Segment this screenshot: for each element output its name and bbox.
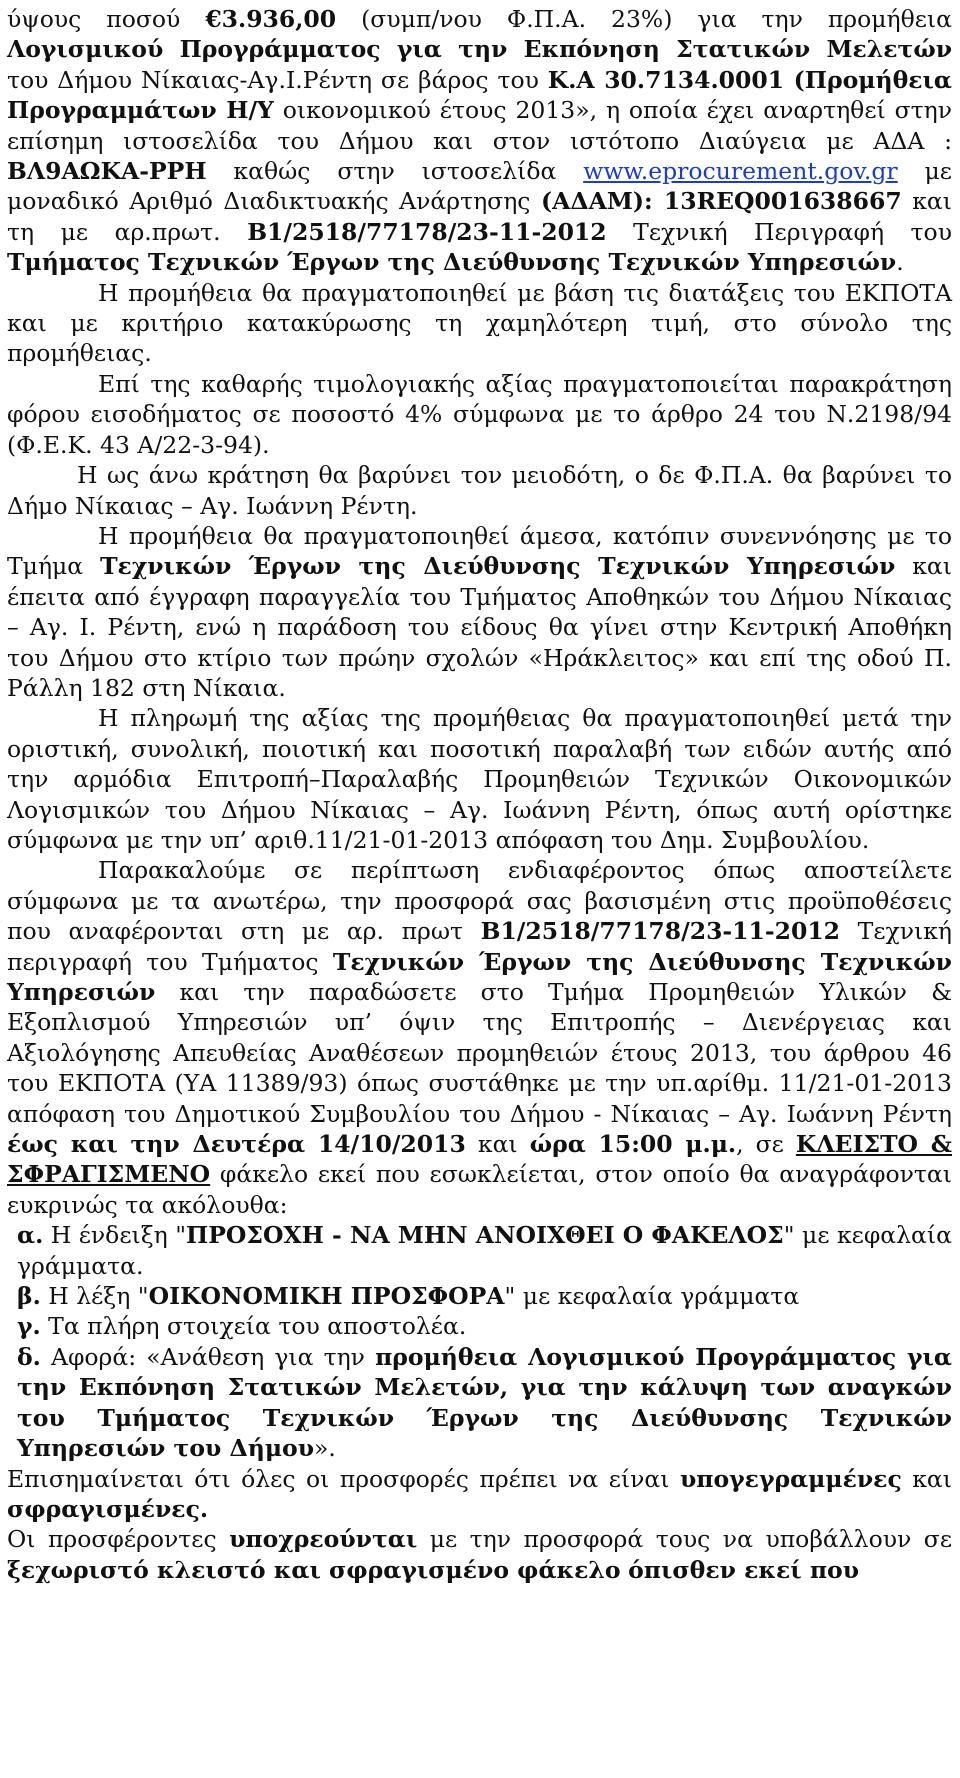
text-run: του Δήμου Νίκαιας-Αγ.Ι.Ρέντη σε βάρος του xyxy=(7,65,548,94)
bold-text: Τμήματος Τεχνικών Έργων της Διεύθυνσης Τεχνικών Υπηρεσιών xyxy=(7,248,897,277)
text-run: οικονομικού έτους 2013», η οποία έχει αναρτηθεί στην επίσημη ιστοσελίδα του Δήμου και στον ιστότοπο Διαύγεια με ΑΔΑ : xyxy=(7,96,952,155)
bold-text: Λογισμικού Προγράμματος για την Εκπόνηση Στατικών Μελετών xyxy=(7,35,952,64)
text-run: ». xyxy=(314,1434,336,1463)
bold-text: Τεχνικών Έργων της Διεύθυνσης Τεχνικών Υπηρεσιών xyxy=(7,947,952,1006)
bold-text: υπογεγραμμένες xyxy=(679,1464,902,1493)
text-run: Τα πλήρη στοιχεία του αποστολέα. xyxy=(40,1312,467,1341)
text-run: και xyxy=(901,1464,952,1493)
bold-text: Β1/2518/77178/23-11-2012 xyxy=(247,217,607,246)
text-run: ύψους ποσού xyxy=(7,5,206,33)
bold-text: β. xyxy=(17,1282,41,1311)
bold-text: ΟΙΚΟΝΟΜΙΚΗ ΠΡΟΣΦΟΡΑ xyxy=(148,1282,505,1311)
text-run: Η προμήθεια θα πραγματοποιηθεί άμεσα, κατόπιν συνεννόησης με το Τμήμα xyxy=(7,521,952,581)
bold-text: €3.936,00 xyxy=(205,5,337,33)
paragraph xyxy=(7,1220,952,1281)
text-run: . xyxy=(896,248,904,277)
paragraph xyxy=(7,1524,952,1585)
text-run: Η προμήθεια θα πραγματοποιηθεί με βάση τις διατάξεις του ΕΚΠΟΤΑ και με κριτήριο κατακύρωσης τη χαμηλότερη τιμή, στο σύνολο της προμήθειας. xyxy=(7,278,952,368)
text-run: με την προσφορά τους να υποβάλλουν σε xyxy=(417,1525,952,1554)
bold-underlined-text: ΚΛΕΙΣΤΟ & ΣΦΡΑΓΙΣΜΕΝΟ xyxy=(7,1130,952,1189)
text-run: " με κεφαλαία γράμματα. xyxy=(17,1221,953,1280)
text-run: με μοναδικό Αριθμό Διαδικτυακής Ανάρτησης xyxy=(7,157,952,216)
text-run: και τη με αρ.πρωτ. xyxy=(7,187,952,246)
paragraph xyxy=(7,369,952,460)
bold-text: σφραγισμένες. xyxy=(7,1494,209,1523)
text-run: Η ως άνω κράτηση θα βαρύνει τον μειοδότη, ο δε Φ.Π.Α. θα βαρύνει το Δήμο Νίκαιας – Αγ. Ιωάννη Ρέντη. xyxy=(7,461,952,520)
bold-text: ΠΡΟΣΟΧΗ - ΝΑ ΜΗΝ ΑΝΟΙΧΘΕΙ Ο ΦΑΚΕΛΟΣ xyxy=(186,1221,784,1250)
bold-text: (ΑΔΑΜ): 13REQ001638667 xyxy=(541,187,902,216)
bold-text: ξεχωριστό κλειστό και σφραγισμένο φάκελο xyxy=(7,1555,621,1584)
paragraph xyxy=(7,521,952,703)
text-run: Η λέξη " xyxy=(40,1282,149,1311)
bold-text: έως και την Δευτέρα 14/10/2013 xyxy=(7,1130,466,1159)
text-run: και την παραδώσετε στο Τμήμα Προμηθειών Υλικών & Εξοπλισμού Υπηρεσιών υπ’ όψιν της Επιτροπής – Διενέργειας και Αξιολόγησης Απευθείας Αναθέσεων προμηθειών έτους 2013, του άρθρου 46 του ΕΚΠΟΤΑ (ΥΑ 11389/93) όπως συστάθηκε με την υπ.αρίθμ. 11/21-01-2013 απόφαση του Δημοτικού Συμβουλίου του Δήμου - Νίκαιας – Αγ. Ιωάννη Ρέντη xyxy=(7,978,952,1128)
paragraph xyxy=(7,1311,952,1341)
bold-text: ΒΛ9ΑΩΚΑ-ΡΡΗ xyxy=(7,157,207,186)
text-run: Η ένδειξη " xyxy=(43,1221,187,1250)
bold-text: ώρα 15:00 μ.μ. xyxy=(529,1130,737,1159)
text-run: Επί της καθαρής τιμολογιακής αξίας πραγματοποιείται παρακράτηση φόρου εισοδήματος σε ποσοστό 4% σύμφωνα με το άρθρο 24 του Ν.2198/94 (Φ.Ε.Κ. 43 Α/22-3-94). xyxy=(7,369,952,459)
bold-text: Β1/2518/77178/23-11-2012 xyxy=(480,917,841,946)
text-run: Επισημαίνεται ότι όλες οι προσφορές πρέπει να είναι xyxy=(7,1464,680,1493)
bold-text: δ. xyxy=(17,1342,41,1371)
bold-text: Κ.Α 30.7134.0001 (Προμήθεια Προγραμμάτων Η/Υ xyxy=(7,65,952,125)
bold-text: προμήθεια Λογισμικού Προγράμματος για την Εκπόνηση Στατικών Μελετών, για την κάλυψη των αναγκών του Τμήματος Τεχνικών Έργων της Διεύθυνσης Τεχνικών Υπηρεσιών του Δήμου xyxy=(17,1342,952,1463)
text-run: , σε xyxy=(736,1130,796,1159)
bold-text: όπισθεν εκεί που xyxy=(628,1555,860,1584)
paragraph xyxy=(7,703,952,855)
paragraph xyxy=(7,1342,952,1464)
paragraph xyxy=(7,4,952,278)
text-run: καθώς στην ιστοσελίδα xyxy=(206,157,584,186)
paragraph xyxy=(7,1464,952,1525)
paragraph xyxy=(7,1281,952,1311)
paragraph xyxy=(7,278,952,369)
bold-text: γ. xyxy=(17,1312,41,1341)
text-run: και έπειτα από έγγραφη παραγγελία του Τμήματος Αποθηκών του Δήμου Νίκαιας – Αγ. Ι. Ρέντη, ενώ η παράδοση του είδους θα γίνει στην Κεντρική Αποθήκη του Δήμου στο κτίριο των πρώην σχολών «Ηράκλειτος» και επί της οδού Π. Ράλλη 182 στη Νίκαια. xyxy=(7,552,952,702)
text-run: " με κεφαλαία γράμματα xyxy=(504,1282,800,1311)
bold-text: υποχρεούνται xyxy=(229,1525,418,1554)
text-run: φάκελο εκεί που εσωκλείεται, στον οποίο θα αναγράφονται ευκρινώς τα ακόλουθα: xyxy=(7,1160,952,1219)
paragraph xyxy=(7,460,952,521)
bold-text: α. xyxy=(17,1221,44,1250)
text-run: Οι προσφέροντες xyxy=(7,1525,230,1554)
bold-text: Τεχνικών Έργων της Διεύθυνσης Τεχνικών Υπηρεσιών xyxy=(100,552,896,581)
text-run: Τεχνική περιγραφή του Τμήματος xyxy=(7,917,952,976)
eprocurement-link[interactable]: www.eprocurement.gov.gr xyxy=(583,157,898,186)
text-run: και xyxy=(465,1130,530,1159)
text-run: Παρακαλούμε σε περίπτωση ενδιαφέροντος όπως αποστείλετε σύμφωνα με τα ανωτέρω, την προσφορά σας βασισμένη στις προϋποθέσεις που αναφέρονται στη με αρ. πρωτ xyxy=(7,856,952,946)
text-run: Τεχνική Περιγραφή του xyxy=(606,217,952,246)
paragraph xyxy=(7,855,952,1220)
text-run: Αφορά: «Ανάθεση για την xyxy=(40,1342,376,1371)
text-run xyxy=(621,1556,628,1584)
text-run: Η πληρωμή της αξίας της προμήθειας θα πραγματοποιηθεί μετά την οριστική, συνολική, ποιοτική και ποσοτική παραλαβή των ειδών αυτής από την αρμόδια Επιτροπή–Παραλαβής Προμηθειών Τεχνικών Οικονομικών Λογισμικών του Δήμου Νίκαιας – Αγ. Ιωάννη Ρέντη, όπως αυτή ορίστηκε σύμφωνα με την υπ’ αριθ.11/21-01-2013 απόφαση του Δημ. Συμβουλίου. xyxy=(7,704,952,854)
text-run: (συμπ/νου Φ.Π.Α. 23%) για την προμήθεια xyxy=(336,5,952,33)
